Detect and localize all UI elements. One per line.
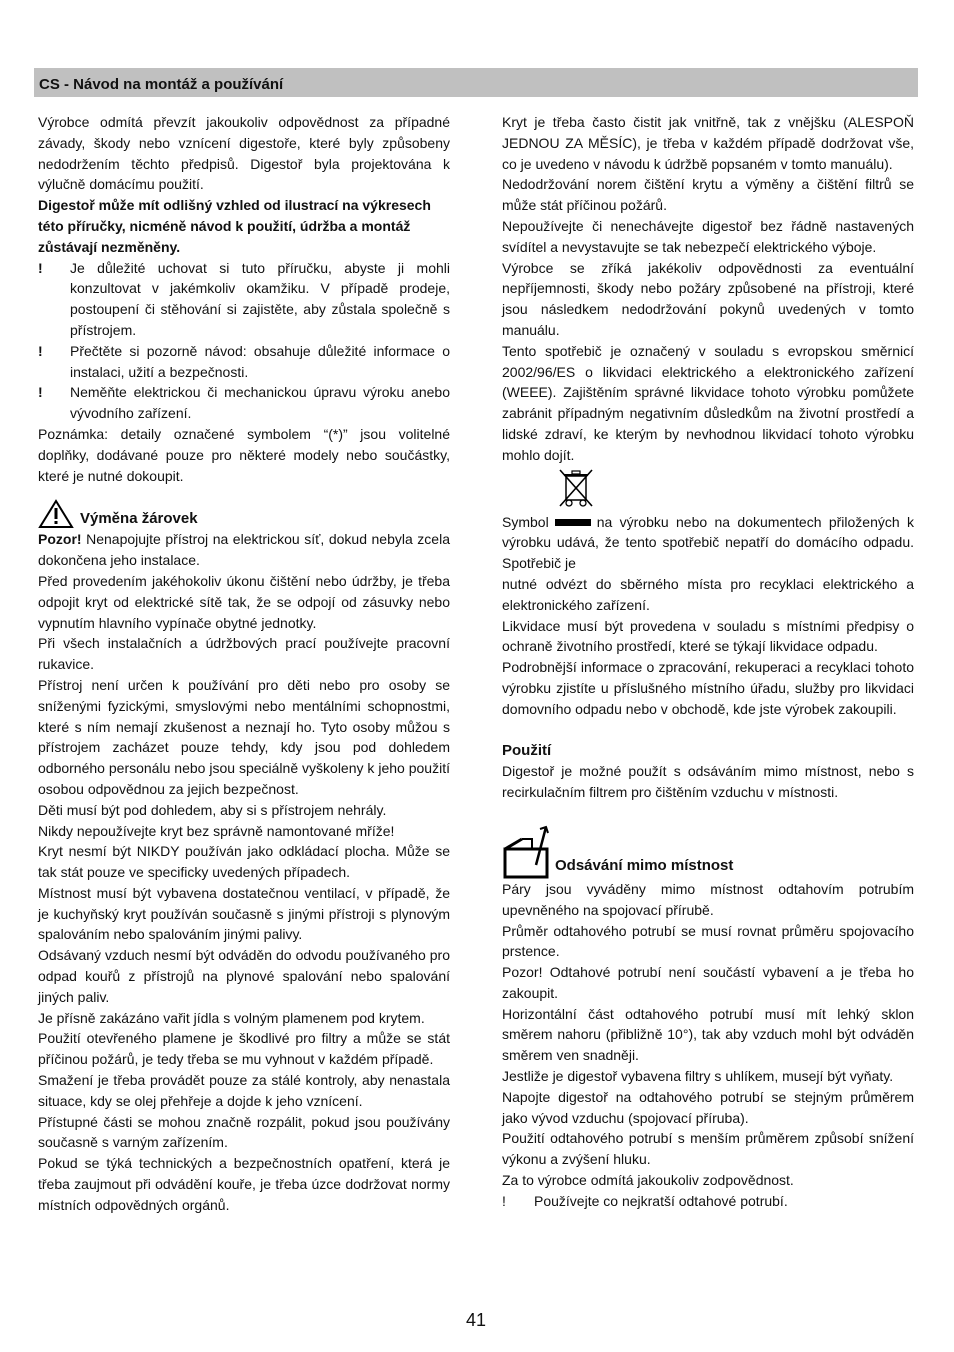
paragraph: Místnost musí být vybavena dostatečnou ventilací, v případě, že je kuchyňský kryt používán současně s jinými přístroji s plynovým spalováním nebo spalováním jinými palivy. [38, 884, 450, 943]
paragraph: Nedodržování norem čištění krytu a výměny a čištění filtrů se může stát příčinou požárů. [502, 176, 914, 214]
bullet-mark: ! [502, 1192, 506, 1209]
paragraph: Nepoužívejte či nenechávejte digestoř bez řádně nastavených svídítel a nevystavujte se tak nebezpečí elektrického výboje. [502, 217, 914, 255]
bullet-mark: ! [38, 384, 43, 401]
paragraph: Za to výrobce odmítá jakoukoliv zodpovědnost. [502, 1172, 794, 1189]
warning-label: Pozor! [38, 531, 82, 548]
waste-symbol-block [502, 466, 914, 512]
paragraph: Horizontální část odtahového potrubí musí mít lehký sklon směrem nahoru (přibližně 10°), tak aby vzduch mohl být odváděn směrem ven snadněji. [502, 1005, 914, 1064]
bullet-text: Přečtěte si pozorně návod: obsahuje důležité informace o instalaci, užití a bezpečnosti. [70, 342, 450, 380]
lamp-section-title: Výměna žárovek [80, 509, 198, 527]
paragraph: Přístupné části se mohou značně rozpálit, pokud jsou používány současně s varným zařízením. [38, 1113, 450, 1151]
paragraph: Odsávaný vzduch nesmí být odváděn do odvodu používaného pro odpad kouřů z přístrojů na plynové spalování nebo spalování jiných paliv. [38, 947, 450, 1005]
symbol-paragraph [502, 512, 914, 574]
paragraph: nutné odvézt do sběrného místa pro recyklaci elektrického a elektronického zařízení. [502, 575, 914, 613]
lamp-section-heading [38, 499, 450, 529]
paragraph: Likvidace musí být provedena v souladu s místními předpisy o ochraně životního prostředí, které se týkají likvidace odpadu. [502, 617, 914, 655]
bullet-item [38, 258, 450, 341]
note-paragraph: Poznámka: detaily označené symbolem “(*)” jsou volitelné doplňky, dodávané pouze pro některé modely nebo součástky, které je nutné dokoupit. [38, 425, 450, 484]
paragraph: Průměr odtahového potrubí se musí rovnat průměru spojovacího prstence. [502, 922, 914, 960]
paragraph: Nikdy nepoužívejte kryt bez správně namontované mříže! [38, 822, 395, 839]
hood-ducting-icon [502, 825, 552, 879]
bullet-item [502, 1191, 914, 1212]
paragraph: Páry jsou vyváděny mimo místnost odtahovím potrubím upevněného na spojovací přírubě. [502, 880, 914, 918]
symbol-text: na výrobku nebo na dokumentech přiložených k výrobku udává, že tento spotřebič nepatří do domácího odpadu. Spotřebič je [502, 513, 914, 572]
bullet-mark: ! [38, 342, 43, 359]
usage-title: Použití [502, 741, 552, 759]
section-header [34, 68, 918, 97]
paragraph: Před provedením jakéhokoliv úkonu čištění nebo údržby, je třeba odpojit kryt od elektrické sítě tak, že se odpojí od zásuvky nebo vypnutím hlavního vypínače obytné jednotky. [38, 572, 450, 631]
warning-triangle-icon [38, 499, 74, 529]
bold-note: Digestoř může mít odlišný vzhled od ilustrací na výkresech této příručky, nicméně návod k použití, údržba a montáž zůstávají nezměněny. [38, 197, 431, 255]
paragraph: Jestliže je digestoř vybavena filtry s uhlíkem, musejí být vyňaty. [502, 1068, 894, 1085]
paragraph: Smažení je třeba provádět pouze za stálé kontroly, aby nenastala situace, kdy se olej přehřeje a dojde k jeho vznícení. [38, 1072, 450, 1109]
paragraph: Tento spotřebič je označený v souladu s evropskou směrnicí 2002/96/ES o likvidaci elektrického a elektronického zařízení (WEEE). Zajištěním správné likvidace tohoto výrobku pomůžete zabránit případným negativním důsledkům na životní prostředí a lidské zdraví, ke kterým by nevhodnou likvidací tohoto výrobku mohlo dojít. [502, 342, 914, 463]
paragraph: Kryt nesmí být NIKDY používán jako odkládací plocha. Může se tak stát pouze ve specificky uvedených případech. [38, 843, 450, 881]
waste-bar-icon [555, 519, 591, 526]
bullet-text: Používejte co nejkratší odtahové potrubí. [534, 1192, 788, 1209]
ducting-section-title: Odsávání mimo místnost [555, 857, 734, 875]
bullet-text: Je důležité uchovat si tuto příručku, abyste ji mohli konzultovat v jakémkoliv okamžiku. V případě prodeje, postoupení či stěhování si zajistěte, aby zůstala společně s přístrojem. [70, 259, 450, 338]
bullet-text: Neměňte elektrickou či mechanickou úpravu výroku anebo vývodního zařízení. [70, 384, 450, 422]
left-column [38, 112, 450, 1216]
paragraph: Výrobce se zříká jakékoliv odpovědnosti za eventuální nepříjemnosti, škody nebo požáry způsobené na přístroji, které jsou následkem nedodržování pokynů uvedených v tomto manuálu. [502, 259, 914, 338]
paragraph: Podrobnější informace o zpracování, rekuperaci a recyklaci tohoto výrobku zjistíte u příslušného místního úřadu, služby pro likvidaci domovního odpadu nebo v obchodě, kde jste výrobek zakoupili. [502, 659, 914, 717]
crossed-out-wheelie-bin-icon [556, 466, 596, 510]
page-number: 41 [466, 1310, 487, 1330]
paragraph: Přístroj není určen k používání pro děti nebo pro osoby se sníženými fyzickými, smyslovými nebo mentálními schopnostmi, které s ním nemají zkušenost a neznají ho. Tyto osoby můžou s přístrojem zacházet pouze tehdy, kdy jsou pod dohledem odborného personálu nebo jsou speciálně vyškoleny k jeho použití osobou odpovědnou za jejich bezpečnost. [38, 676, 450, 797]
bullet-item [38, 382, 450, 424]
right-column [502, 112, 914, 1212]
paragraph: Děti musí být pod dohledem, aby si s přístrojem nehrály. [38, 801, 387, 818]
paragraph: Pokud se týká technických a bezpečnostních opatření, která je třeba zaujmout při odvádění kouře, je třeba úzce dodržovat normy místních odpovědných orgánů. [38, 1155, 450, 1213]
paragraph: Při všech instalačních a údržbových prací používejte pracovní rukavice. [38, 635, 450, 673]
bullet-mark: ! [38, 259, 43, 276]
paragraph: Pozor! Odtahové potrubí není součástí vybavení a je třeba ho zakoupit. [502, 964, 914, 1001]
section-title: CS - Návod na montáž a používání [39, 76, 284, 93]
bullet-item [38, 341, 450, 383]
symbol-word: Symbol [502, 513, 549, 530]
ducting-section-heading [502, 823, 914, 879]
intro-paragraph: Výrobce odmítá převzít jakoukoliv odpovědnost za případné závady, škody nebo vznícení digestoře, které byly způsobeny nedodržením těchto předpisů. Digestoř byla projektována k výlučně domácímu použití. [38, 114, 450, 193]
paragraph: Použití odtahového potrubí s menším průměrem způsobí snížení výkonu a zvýšení hluku. [502, 1130, 914, 1168]
usage-paragraph: Digestoř je možné použít s odsáváním mimo místnost, nebo s recirkulačním filtrem pro čištěním vzduchu v místnosti. [502, 763, 914, 801]
warning-text: Nenapojujte přístroj na elektrickou síť, dokud nebyla zcela dokončena jeho instalace. [38, 531, 450, 569]
paragraph: Kryt je třeba často čistit jak vnitřně, tak z vnějšku (ALESPOŇ JEDNOU ZA MĚSÍC), je třeba v každém případě dodržovat vše, co je uvedeno v návodu k údržbě popsaném v tomto manuálu). [502, 114, 914, 172]
warning-paragraph [38, 529, 450, 571]
paragraph: Napojte digestoř na odtahového potrubí se stejným průměrem jako vývod vzduchu (spojovací příruba). [502, 1088, 914, 1126]
paragraph: Je přísně zakázáno vařit jídla s volným plamenem pod krytem. [38, 1009, 425, 1026]
paragraph: Použití otevřeného plamene je škodlivé pro filtry a může se stát příčinou požárů, je tedy třeba se mu vyhnout v každém případě. [38, 1030, 450, 1068]
